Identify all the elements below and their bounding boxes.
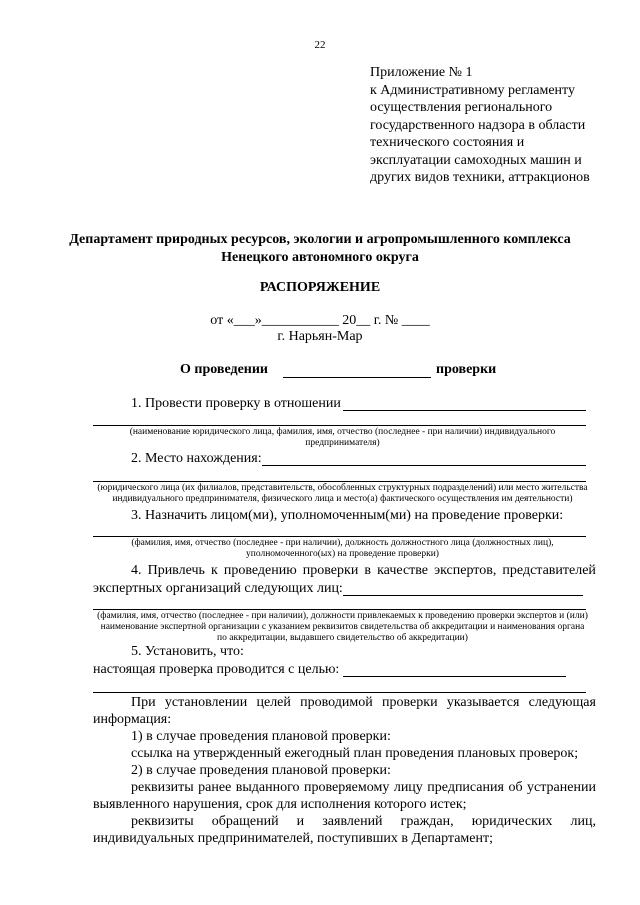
appendix-line: эксплуатации самоходных машин и	[370, 152, 582, 168]
para-line-7: выявленного нарушения, срок для исполнения которого истек;	[93, 797, 467, 812]
appendix-line: других видов техники, аттракционов	[370, 170, 590, 185]
word: реквизиты	[131, 814, 194, 829]
word: следующая	[528, 695, 596, 710]
caption-line: (юридического лица (их филиалов, представительств, обособленных структурных подразделений) или место жительства	[97, 483, 588, 493]
word: экспертов,	[434, 563, 497, 578]
item-3-text: 3. Назначить лицом(ми), уполномоченным(ми) на проведение проверки:	[131, 508, 564, 523]
appendix-line: осуществления регионального	[370, 100, 553, 115]
para-line-8	[131, 814, 596, 830]
word: проверки	[302, 563, 359, 578]
caption-line: наименование экспертной организации с указанием реквизитов свидетельства об аккредитации и наименования органа	[100, 622, 585, 632]
word: юридических	[471, 814, 553, 829]
appendix-line: к Административному регламенту	[370, 82, 575, 98]
item-4-full-line	[93, 609, 586, 610]
item-1-full-line	[93, 425, 586, 426]
appendix-line: Приложение № 1	[370, 65, 473, 80]
subject-suffix: проверки	[436, 362, 497, 377]
item-4-caption	[90, 611, 595, 644]
word: Привлечь	[147, 563, 205, 578]
para-line-2: информация:	[93, 712, 172, 727]
item-5-blank-line	[343, 676, 566, 677]
word: ранее	[198, 780, 232, 795]
word: проверки	[382, 695, 438, 710]
word: устранении	[527, 780, 596, 795]
item-5-purpose: настоящая проверка проводится с целью:	[93, 662, 340, 677]
item-1-text: 1. Провести проверку в отношении	[131, 396, 341, 411]
appendix-line: технического состояния и	[370, 135, 525, 150]
word: 4.	[131, 563, 142, 578]
word: граждан,	[400, 814, 454, 829]
item-1-blank-line	[343, 410, 586, 411]
para-line-3: 1) в случае проведения плановой проверки:	[131, 729, 391, 744]
item-2-blank-line	[262, 465, 586, 466]
caption-line: по аккредитации, выдавшего свидетельство об аккредитации)	[217, 633, 468, 643]
word: установлении	[164, 695, 248, 710]
para-line-5: 2) в случае проведения плановой проверки:	[131, 763, 391, 778]
item-4-blank-line	[343, 595, 583, 596]
doc-type-title: РАСПОРЯЖЕНИЕ	[259, 280, 381, 295]
word: об	[508, 780, 523, 795]
caption-line: (фамилия, имя, отчество (последнее - при наличии), должности привлекаемых к проведению проверки экспертов и (или)	[97, 611, 588, 621]
word: качестве	[377, 563, 429, 578]
item-5-text: 5. Установить, что:	[131, 644, 244, 659]
para-line-6	[131, 780, 596, 796]
item-3-full-line	[93, 536, 586, 537]
item-4-line-1	[131, 563, 596, 579]
department-line-1: Департамент природных ресурсов, экологии и агропромышленного комплекса	[69, 232, 571, 247]
caption-line: (наименование юридического лица, фамилия, имя, отчество (последнее - при наличии) индивидуального	[129, 427, 556, 437]
para-line-4: ссылка на утвержденный ежегодный план проведения плановых проверок;	[131, 746, 579, 761]
word: и	[296, 814, 305, 829]
para-line-9: индивидуальных предпринимателей, поступивших в Департамент;	[93, 831, 493, 846]
word: проведению	[223, 563, 297, 578]
word: выданного	[235, 780, 300, 795]
item-2-text: 2. Место нахождения:	[131, 451, 262, 466]
department-line-2: Ненецкого автономного округа	[221, 250, 419, 265]
item-5-full-line	[93, 692, 586, 693]
caption-line: (фамилия, имя, отчество (последнее - при наличии), должность должностного лица (должностных лиц),	[131, 538, 554, 548]
item-3-caption	[90, 538, 595, 560]
word: При	[131, 695, 156, 710]
para-line-1	[131, 695, 596, 711]
page-number: 22	[314, 39, 326, 51]
caption-line: предпринимателя)	[305, 438, 380, 448]
word: целей	[256, 695, 291, 710]
word: представителей	[502, 563, 596, 578]
word: проверяемому	[304, 780, 390, 795]
item-1-caption	[90, 427, 595, 449]
item-4-line-2: экспертных организаций следующих лиц:	[93, 581, 343, 596]
word: обращений	[211, 814, 279, 829]
word: лиц,	[570, 814, 596, 829]
city-line: г. Нарьян-Мар	[277, 329, 363, 344]
subject-blank-line	[283, 377, 431, 378]
caption-line: индивидуального предпринимателя, физического лица и место(а) фактического осуществления им деятельности)	[112, 494, 573, 504]
item-2-caption	[90, 483, 595, 505]
word: указывается	[446, 695, 520, 710]
word: в	[364, 563, 372, 578]
caption-line: уполномоченного(ых) на проведение проверки)	[246, 549, 439, 559]
date-line: от «___»___________ 20__ г. № ____	[210, 313, 430, 328]
word: к	[210, 563, 218, 578]
subject-prefix: О проведении	[180, 362, 268, 377]
word: предписания	[427, 780, 504, 795]
appendix-line: государственного надзора в области	[370, 117, 586, 133]
word: заявлений	[322, 814, 383, 829]
word: реквизиты	[131, 780, 194, 795]
word: проводимой	[300, 695, 373, 710]
appendix-block	[370, 64, 620, 187]
word: лицу	[393, 780, 423, 795]
item-2-full-line	[93, 481, 586, 482]
